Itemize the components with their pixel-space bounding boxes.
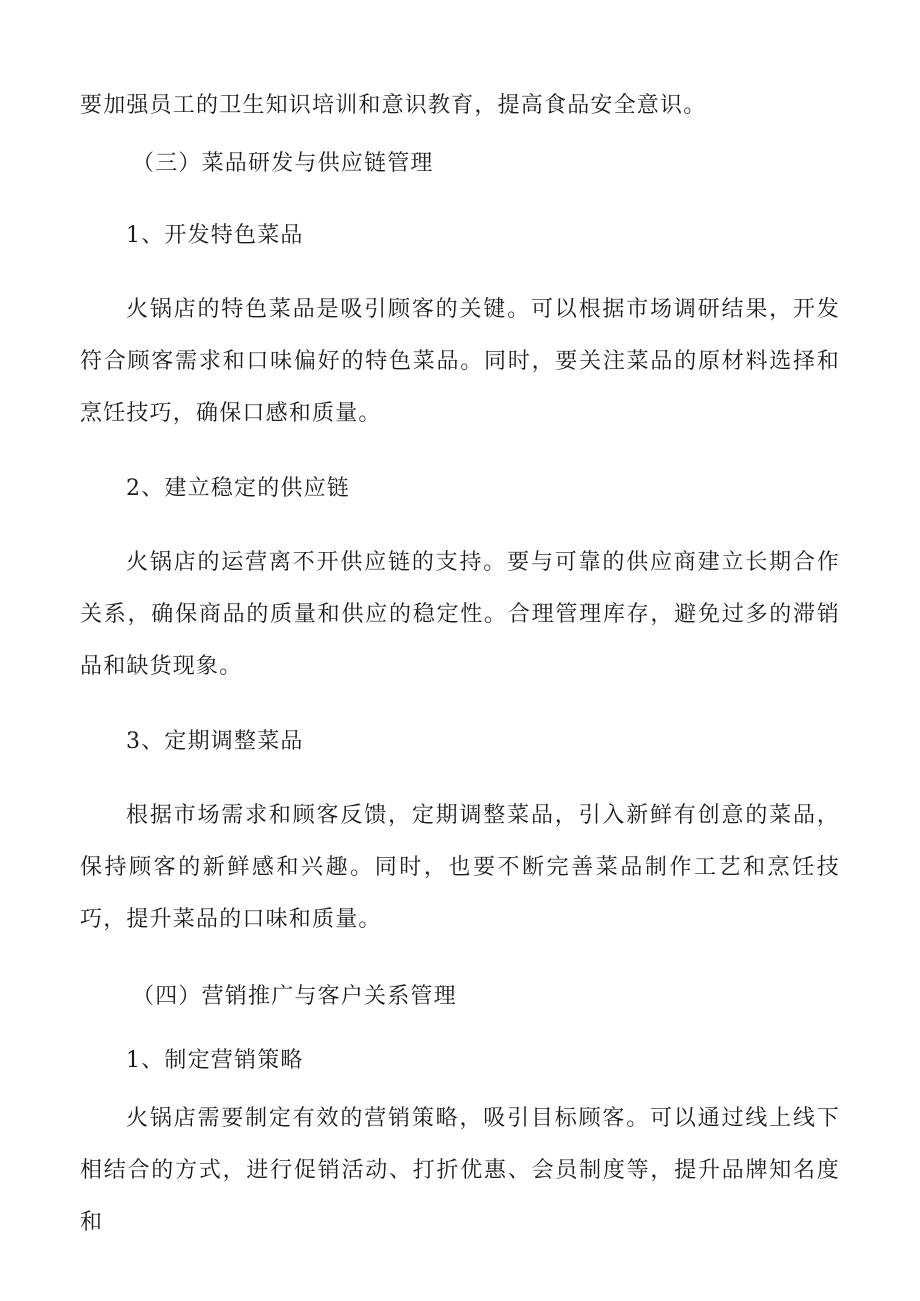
section-3-title: （三）菜品研发与供应链管理 (132, 151, 434, 176)
section-3-item-1-heading: 1、开发特色菜品 (126, 223, 304, 248)
section-4-item-1-heading: 1、制定营销策略 (126, 1048, 304, 1073)
section-3-item-2-heading: 2、建立稳定的供应链 (126, 476, 350, 501)
continuation-line: 要加强员工的卫生知识培训和意识教育，提高食品安全意识。 (80, 93, 707, 118)
section-3-item-3-heading: 3、定期调整菜品 (126, 729, 304, 754)
section-3-item-3-body: 根据市场需求和顾客反馈，定期调整菜品，引入新鲜有创意的菜品，保持顾客的新鲜感和兴趣。同时，也要不断完善菜品制作工艺和烹饪技巧，提升菜品的口味和质量。 (80, 803, 840, 932)
section-3-item-1-body: 火锅店的特色菜品是吸引顾客的关键。可以根据市场调研结果，开发符合顾客需求和口味偏好的特色菜品。同时，要关注菜品的原材料选择和烹饪技巧，确保口感和质量。 (80, 297, 840, 426)
section-4-title: （四）营销推广与客户关系管理 (132, 984, 457, 1009)
section-3-item-2-body: 火锅店的运营离不开供应链的支持。要与可靠的供应商建立长期合作关系，确保商品的质量和供应的稳定性。合理管理库存，避免过多的滞销品和缺货现象。 (80, 550, 840, 679)
section-4-item-1-body: 火锅店需要制定有效的营销策略，吸引目标顾客。可以通过线上线下相结合的方式，进行促销活动、打折优惠、会员制度等，提升品牌知名度和 (80, 1106, 840, 1235)
